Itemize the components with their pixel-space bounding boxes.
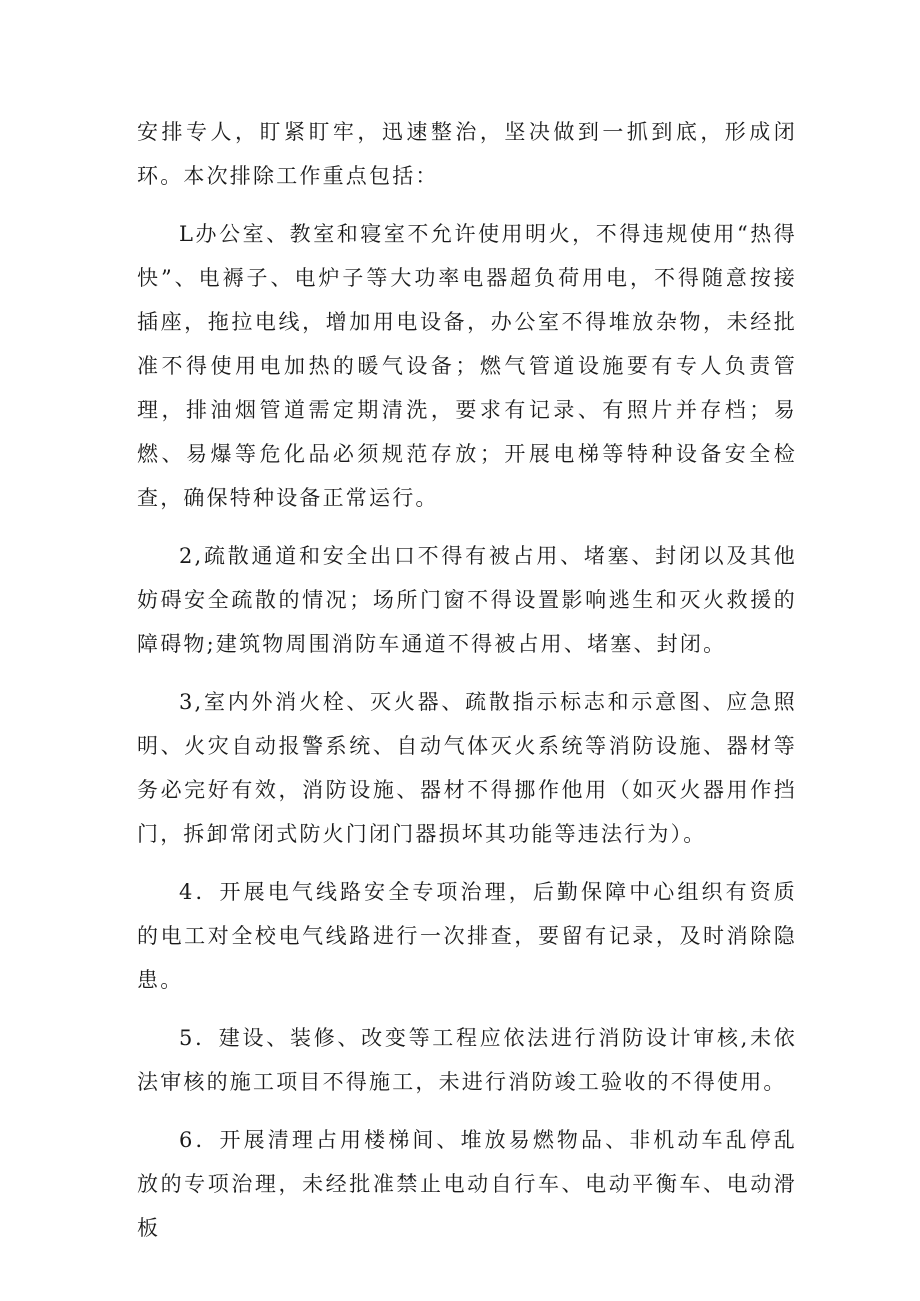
paragraph-item-1: L办公室、教室和寝室不允许使用明火，不得违规使用“热得快”、电褥子、电炉子等大功率电器超负荷用电，不得随意按接插座，拖拉电线，增加用电设备，办公室不得堆放杂物，未经批准不得使用电加热的暖气设备；燃气管道设施要有专人负责管理，排油烟管道需定期清洗，要求有记录、有照片并存档；易燃、易爆等危化品必须规范存放；开展电梯等特种设备安全检查，确保特种设备正常运行。 bbox=[137, 222, 797, 510]
paragraph-item-3: 3,室内外消火栓、灭火器、疏散指示标志和示意图、应急照明、火灾自动报警系统、自动气体灭火系统等消防设施、器材等务必完好有效，消防设施、器材不得挪作他用（如灭火器用作挡门，拆卸常闭式防火门闭门器损坏其功能等违法行为）。 bbox=[137, 690, 797, 846]
paragraph-intro: 安排专人，盯紧盯牢，迅速整治，坚决做到一抓到底，形成闭环。本次排除工作重点包括： bbox=[137, 120, 797, 188]
paragraph-item-4: 4．开展电气线路安全专项治理，后勤保障中心组织有资质的电工对全校电气线路进行一次排查，要留有记录，及时消除隐患。 bbox=[137, 880, 797, 992]
document-body bbox=[137, 110, 797, 1264]
paragraph-item-2: 2,疏散通道和安全出口不得有被占用、堵塞、封闭以及其他妨碍安全疏散的情况；场所门窗不得设置影响逃生和灭火救援的障碍物;建筑物周围消防车通道不得被占用、堵塞、封闭。 bbox=[137, 544, 797, 656]
paragraph-item-6: 6．开展清理占用楼梯间、堆放易燃物品、非机动车乱停乱放的专项治理，未经批准禁止电动自行车、电动平衡车、电动滑板 bbox=[137, 1128, 797, 1240]
paragraph-item-5: 5．建设、装修、改变等工程应依法进行消防设计审核,未依法审核的施工项目不得施工，未进行消防竣工验收的不得使用。 bbox=[137, 1026, 797, 1094]
